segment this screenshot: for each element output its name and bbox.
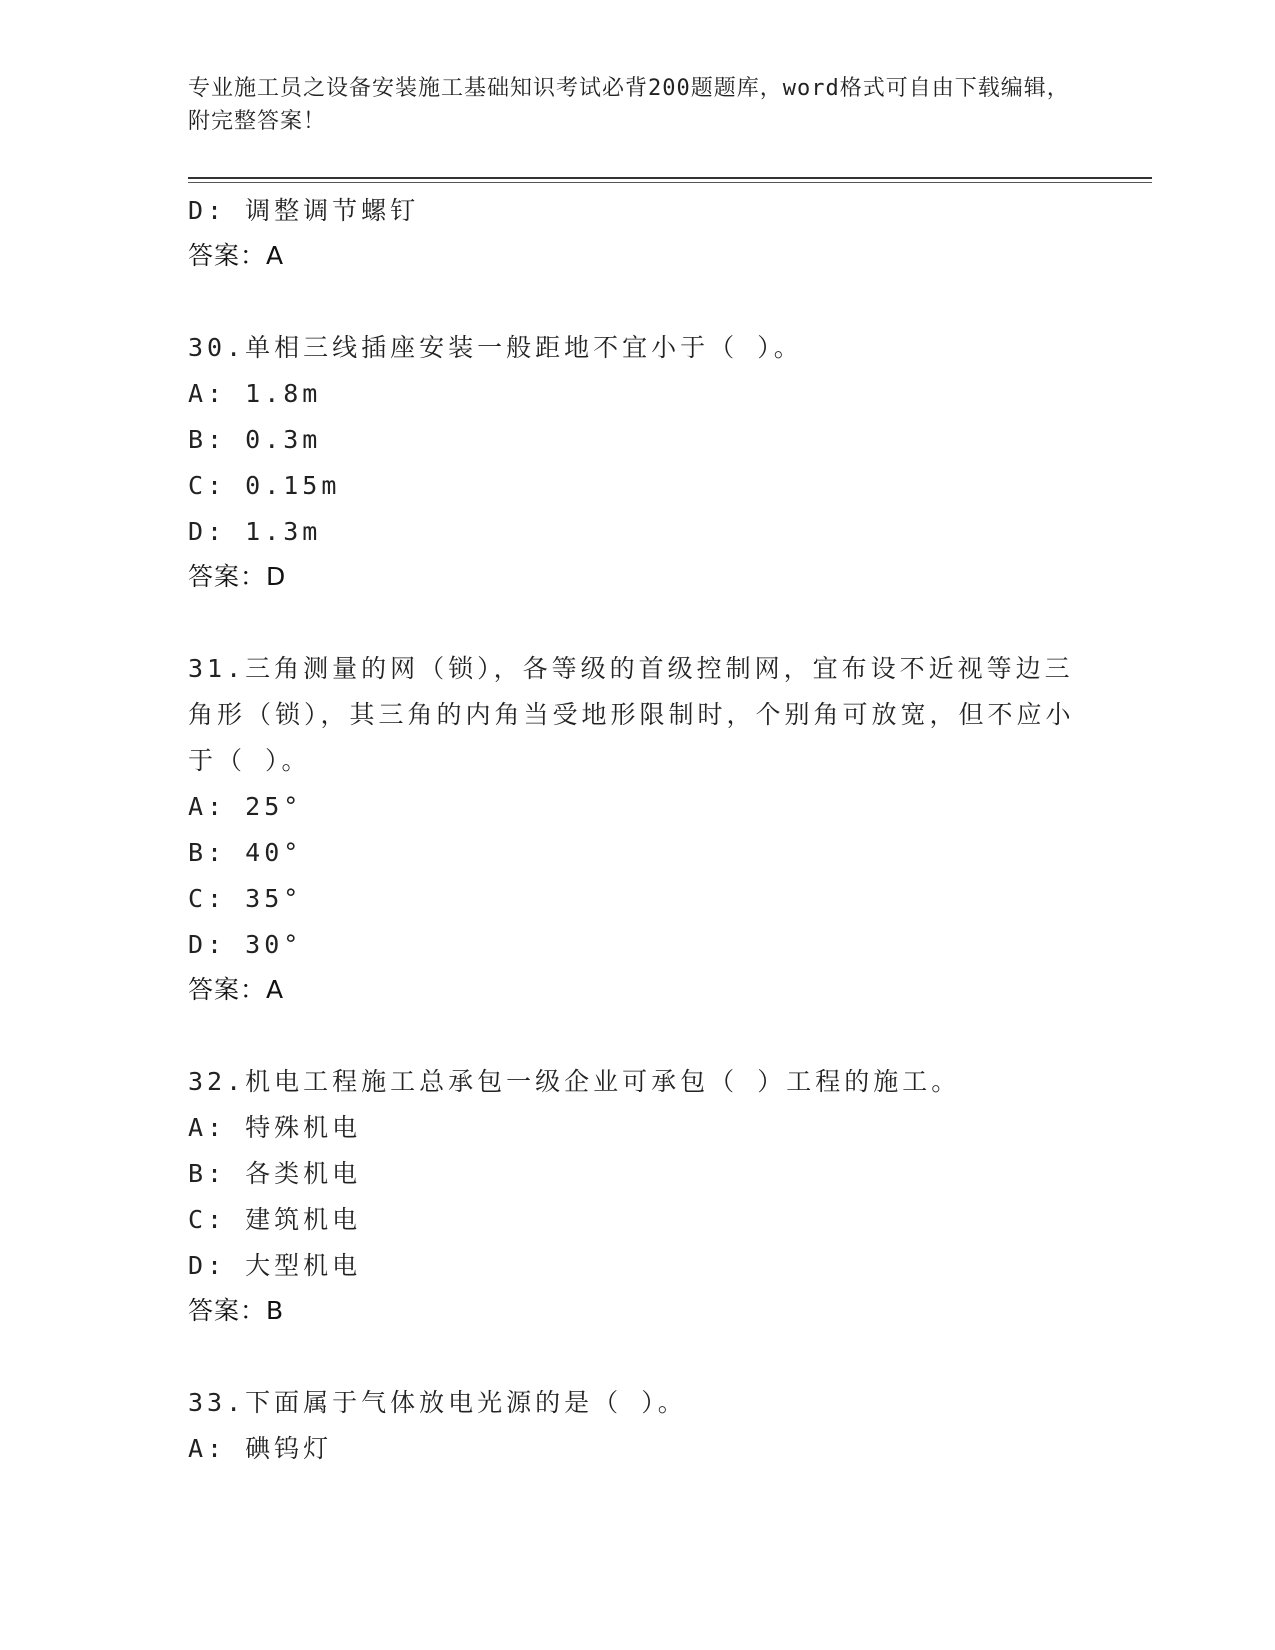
- answer-line: 答案：B: [188, 1296, 285, 1325]
- option-a: A: 特殊机电: [188, 1113, 362, 1142]
- option-a: A: 1.8m: [188, 379, 322, 408]
- option-a: A: 碘钨灯: [188, 1434, 333, 1463]
- prev-question-option-d: D: 调整调节螺钉: [188, 196, 420, 225]
- question-33: [188, 1380, 1088, 1472]
- answer-line: 答案：D: [188, 562, 287, 591]
- question-31: [188, 646, 1088, 1012]
- header-divider-thick: [188, 177, 1152, 179]
- option-c: C: 0.15m: [188, 471, 341, 500]
- option-d: D: 1.3m: [188, 517, 322, 546]
- document-header: 专业施工员之设备安装施工基础知识考试必背200题题库，word格式可自由下载编辑，附完整答案！: [188, 76, 1070, 134]
- answer-line: 答案：A: [188, 975, 285, 1004]
- prev-question-answer: 答案：A: [188, 241, 285, 270]
- option-b: B: 0.3m: [188, 425, 322, 454]
- option-b: B: 40°: [188, 838, 303, 867]
- option-c: C: 建筑机电: [188, 1205, 362, 1234]
- option-d: D: 大型机电: [188, 1251, 362, 1280]
- question-stem: 30.单相三线插座安装一般距地不宜小于（ ）。: [188, 333, 803, 362]
- option-b: B: 各类机电: [188, 1159, 362, 1188]
- question-content: [188, 188, 1088, 1472]
- question-stem: 31.三角测量的网（锁），各等级的首级控制网，宜布设不近视等边三角形（锁），其三角的内角当受地形限制时，个别角可放宽，但不应小于（ ）。: [188, 654, 1075, 775]
- header-divider-thin: [188, 182, 1152, 183]
- option-c: C: 35°: [188, 884, 303, 913]
- question-32: [188, 1059, 1088, 1333]
- question-30: [188, 325, 1088, 599]
- question-stem: 32.机电工程施工总承包一级企业可承包（ ）工程的施工。: [188, 1067, 961, 1096]
- option-a: A: 25°: [188, 792, 303, 821]
- question-stem: 33.下面属于气体放电光源的是（ ）。: [188, 1388, 687, 1417]
- option-d: D: 30°: [188, 930, 303, 959]
